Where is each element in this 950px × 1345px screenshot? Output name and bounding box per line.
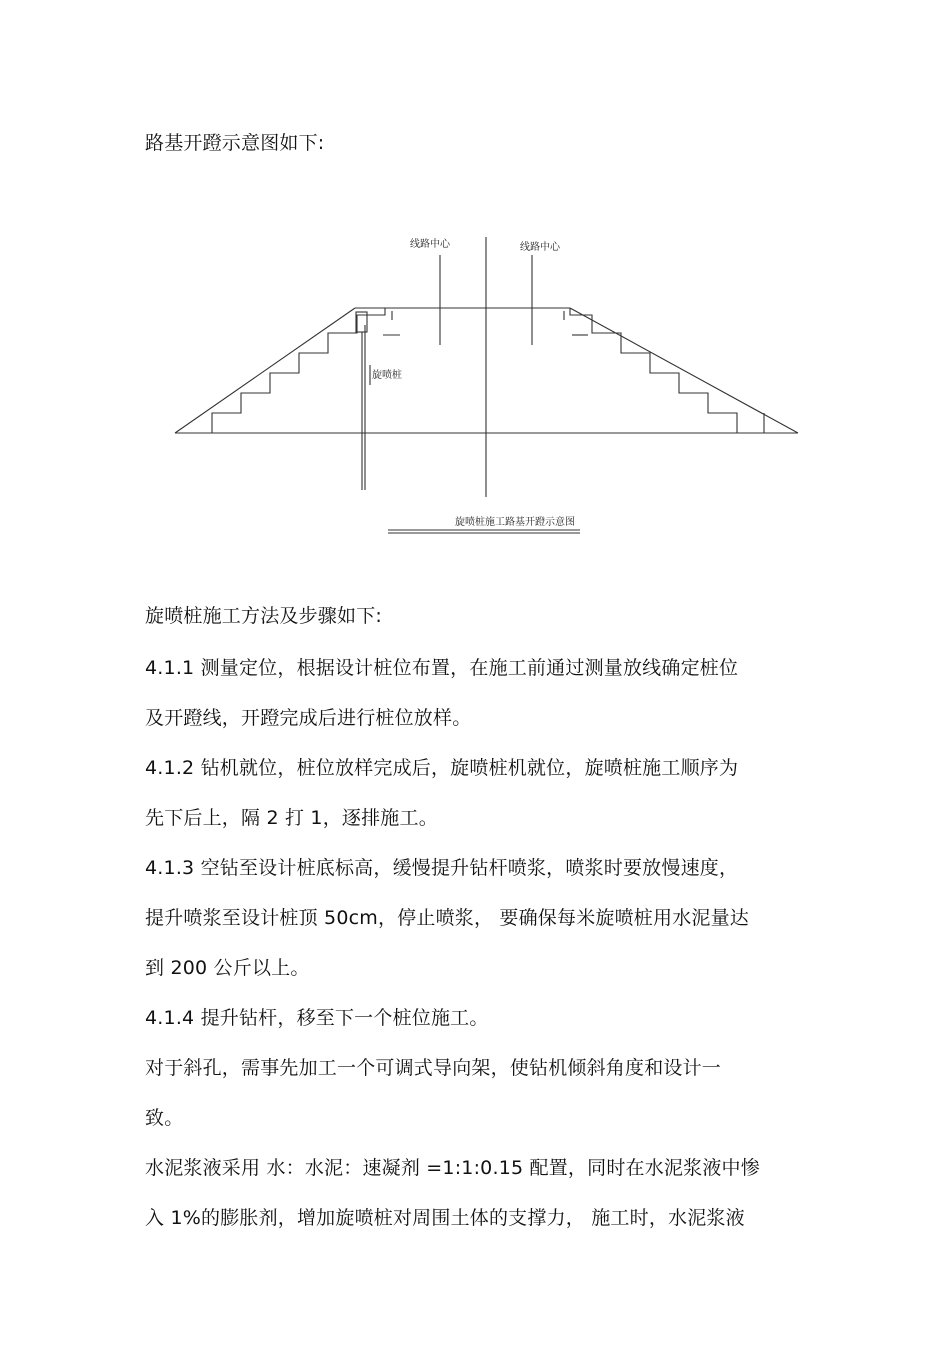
paragraph-line: 4.1.3 空钻至设计桩底标高，缓慢提升钻杆喷浆，喷浆时要放慢速度，: [145, 857, 739, 879]
left-slope: [175, 308, 355, 433]
paragraph-line: 到 200 公斤以上。: [145, 957, 310, 979]
embankment-step-diagram: [160, 215, 820, 545]
paragraph-line: 4.1.2 钻机就位，桩位放样完成后，旋喷桩机就位，旋喷桩施工顺序为: [145, 757, 739, 779]
pile-label: 旋喷桩: [372, 370, 402, 381]
centerline-label-right: 线路中心: [520, 242, 560, 253]
paragraph-line: 致。: [145, 1107, 184, 1129]
paragraph-line: 先下后上，隔 2 打 1，逐排施工。: [145, 807, 438, 829]
left-steps: [212, 308, 385, 433]
paragraph-line: 提升喷浆至设计桩顶 50cm，停止喷浆， 要确保每米旋喷桩用水泥量达: [145, 907, 750, 929]
diagram-caption: 旋喷桩施工路基开蹬示意图: [455, 517, 575, 528]
paragraph-line: 入 1%的膨胀剂，增加旋喷桩对周围土体的支撑力， 施工时，水泥浆液: [145, 1207, 745, 1229]
paragraph-line: 4.1.4 提升钻杆，移至下一个桩位施工。: [145, 1007, 489, 1029]
method-heading: 旋喷桩施工方法及步骤如下:: [145, 605, 383, 627]
paragraph-line: 及开蹬线，开蹬完成后进行桩位放样。: [145, 707, 472, 729]
intro-heading: 路基开蹬示意图如下:: [145, 132, 325, 154]
paragraph-line: 对于斜孔，需事先加工一个可调式导向架，使钻机倾斜角度和设计一: [145, 1057, 722, 1079]
centerline-label-left: 线路中心: [410, 239, 450, 250]
right-steps: [570, 308, 764, 433]
paragraph-line: 水泥浆液采用 水：水泥：速凝剂 =1:1:0.15 配置，同时在水泥浆液中惨: [145, 1157, 760, 1179]
paragraph-line: 4.1.1 测量定位，根据设计桩位布置，在施工前通过测量放线确定桩位: [145, 657, 739, 679]
